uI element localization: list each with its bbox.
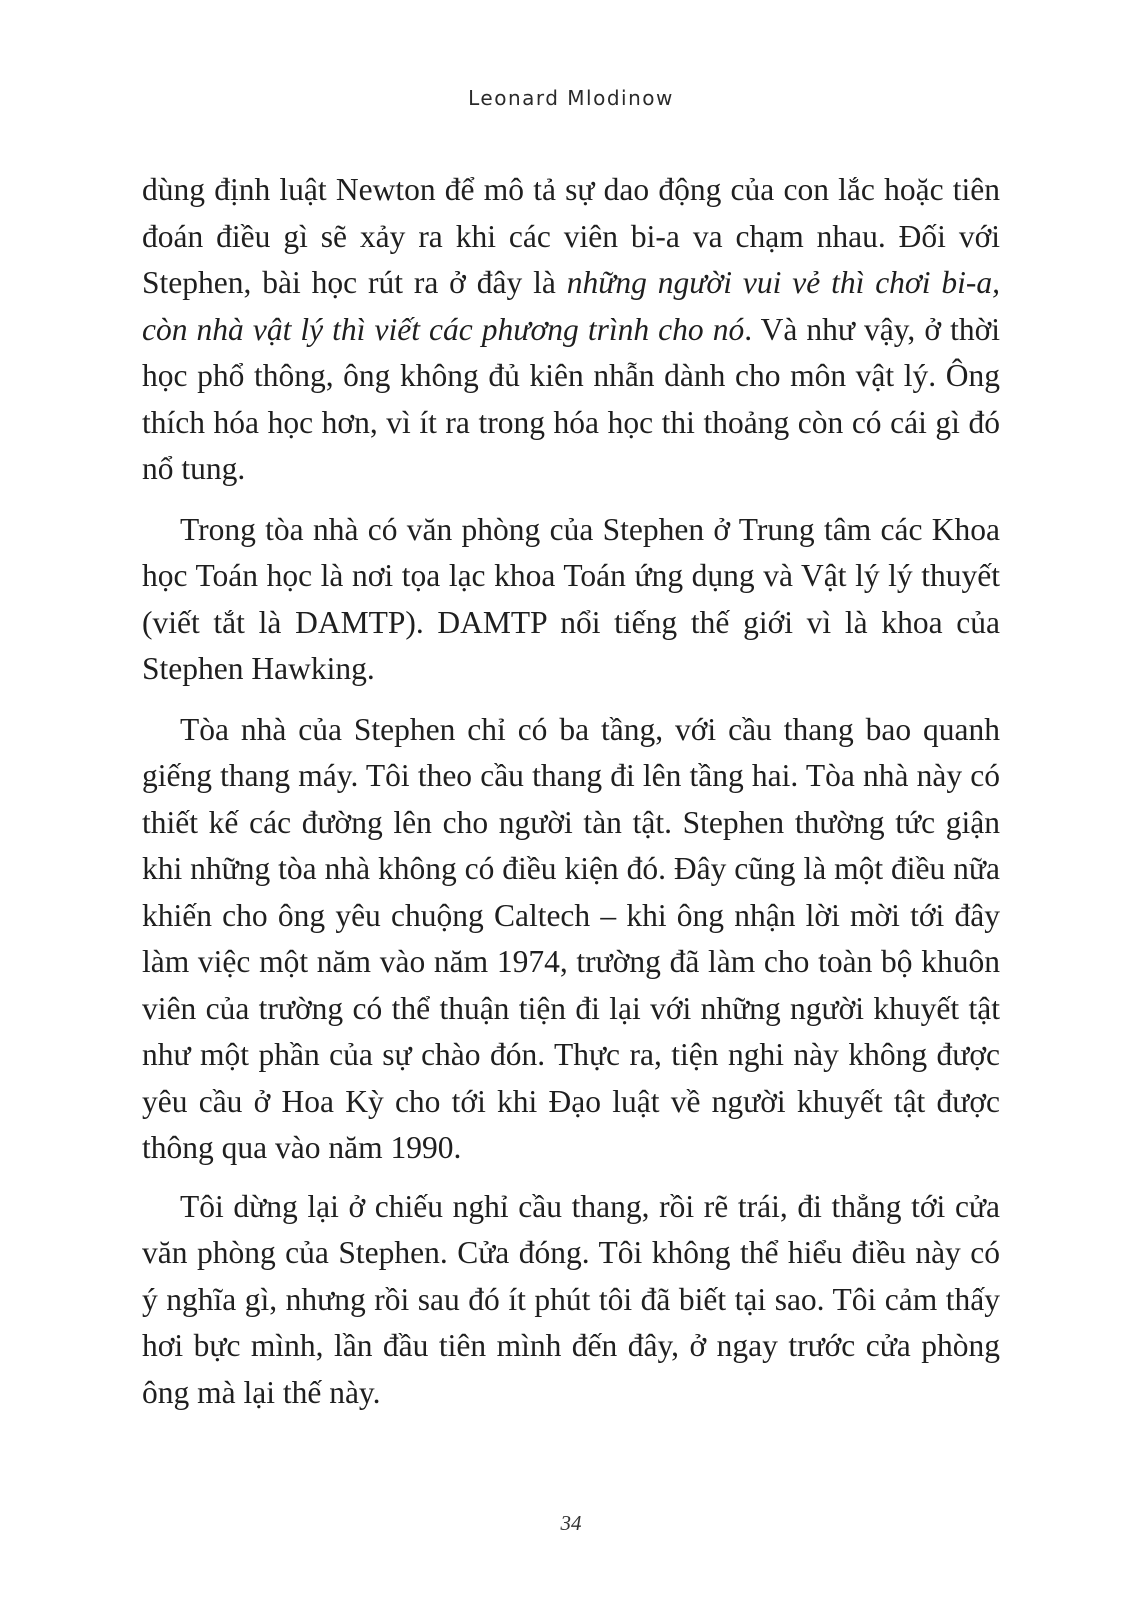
running-header: Leonard Mlodinow bbox=[468, 86, 674, 110]
paragraph-2: Trong tòa nhà có văn phòng của Stephen ở Trung tâm các Khoa học Toán học là nơi tọa lạc khoa Toán ứng dụng và Vật lý lý thuyết (viết tắt là DAMTP). DAMTP nổi tiếng thế giới vì là khoa của Stephen Hawking. bbox=[142, 511, 1000, 686]
paragraph-1-text-start: dùng định luật Newton để mô tả sự dao động của con lắc hoặc tiên đoán điều gì sẽ xảy ra khi các viên bi-a va chạm nhau. Đối với Stephen, bài học rút ra ở đây là bbox=[142, 172, 1000, 300]
page-number: 34 bbox=[560, 1511, 582, 1535]
paragraph-1 bbox=[142, 167, 1000, 493]
body-text bbox=[142, 167, 1000, 1416]
paragraph-1-italic-phrase: những người vui vẻ thì chơi bi-a, còn nhà vật lý thì viết các phương trình cho nó bbox=[142, 265, 1000, 347]
paragraph-3: Tòa nhà của Stephen chỉ có ba tầng, với cầu thang bao quanh giếng thang máy. Tôi theo cầu thang đi lên tầng hai. Tòa nhà này có thiết kế các đường lên cho người tàn tật. Stephen thường tức giận khi những tòa nhà không có điều kiện đó. Đây cũng là một điều nữa khiến cho ông yêu chuộng Caltech – khi ông nhận lời mời tới đây làm việc một năm vào năm 1974, trường đã làm cho toàn bộ khuôn viên của trường có thể thuận tiện đi lại với những người khuyết tật như một phần của sự chào đón. Thực ra, tiện nghi này không được yêu cầu ở Hoa Kỳ cho tới khi Đạo luật về người khuyết tật được thông qua vào năm 1990. bbox=[142, 711, 1000, 1165]
paragraph-4: Tôi dừng lại ở chiếu nghỉ cầu thang, rồi rẽ trái, đi thẳng tới cửa văn phòng của Stephen. Cửa đóng. Tôi không thể hiểu điều này có ý nghĩa gì, nhưng rồi sau đó ít phút tôi đã biết tại sao. Tôi cảm thấy hơi bực mình, lần đầu tiên mình đến đây, ở ngay trước cửa phòng ông mà lại thế này. bbox=[142, 1188, 1000, 1410]
paragraph-1-text-end: . Và như vậy, ở thời học phổ thông, ông không đủ kiên nhẫn dành cho môn vật lý. Ông thích hóa học hơn, vì ít ra trong hóa học thi thoảng còn có cái gì đó nổ tung. bbox=[142, 311, 1000, 486]
